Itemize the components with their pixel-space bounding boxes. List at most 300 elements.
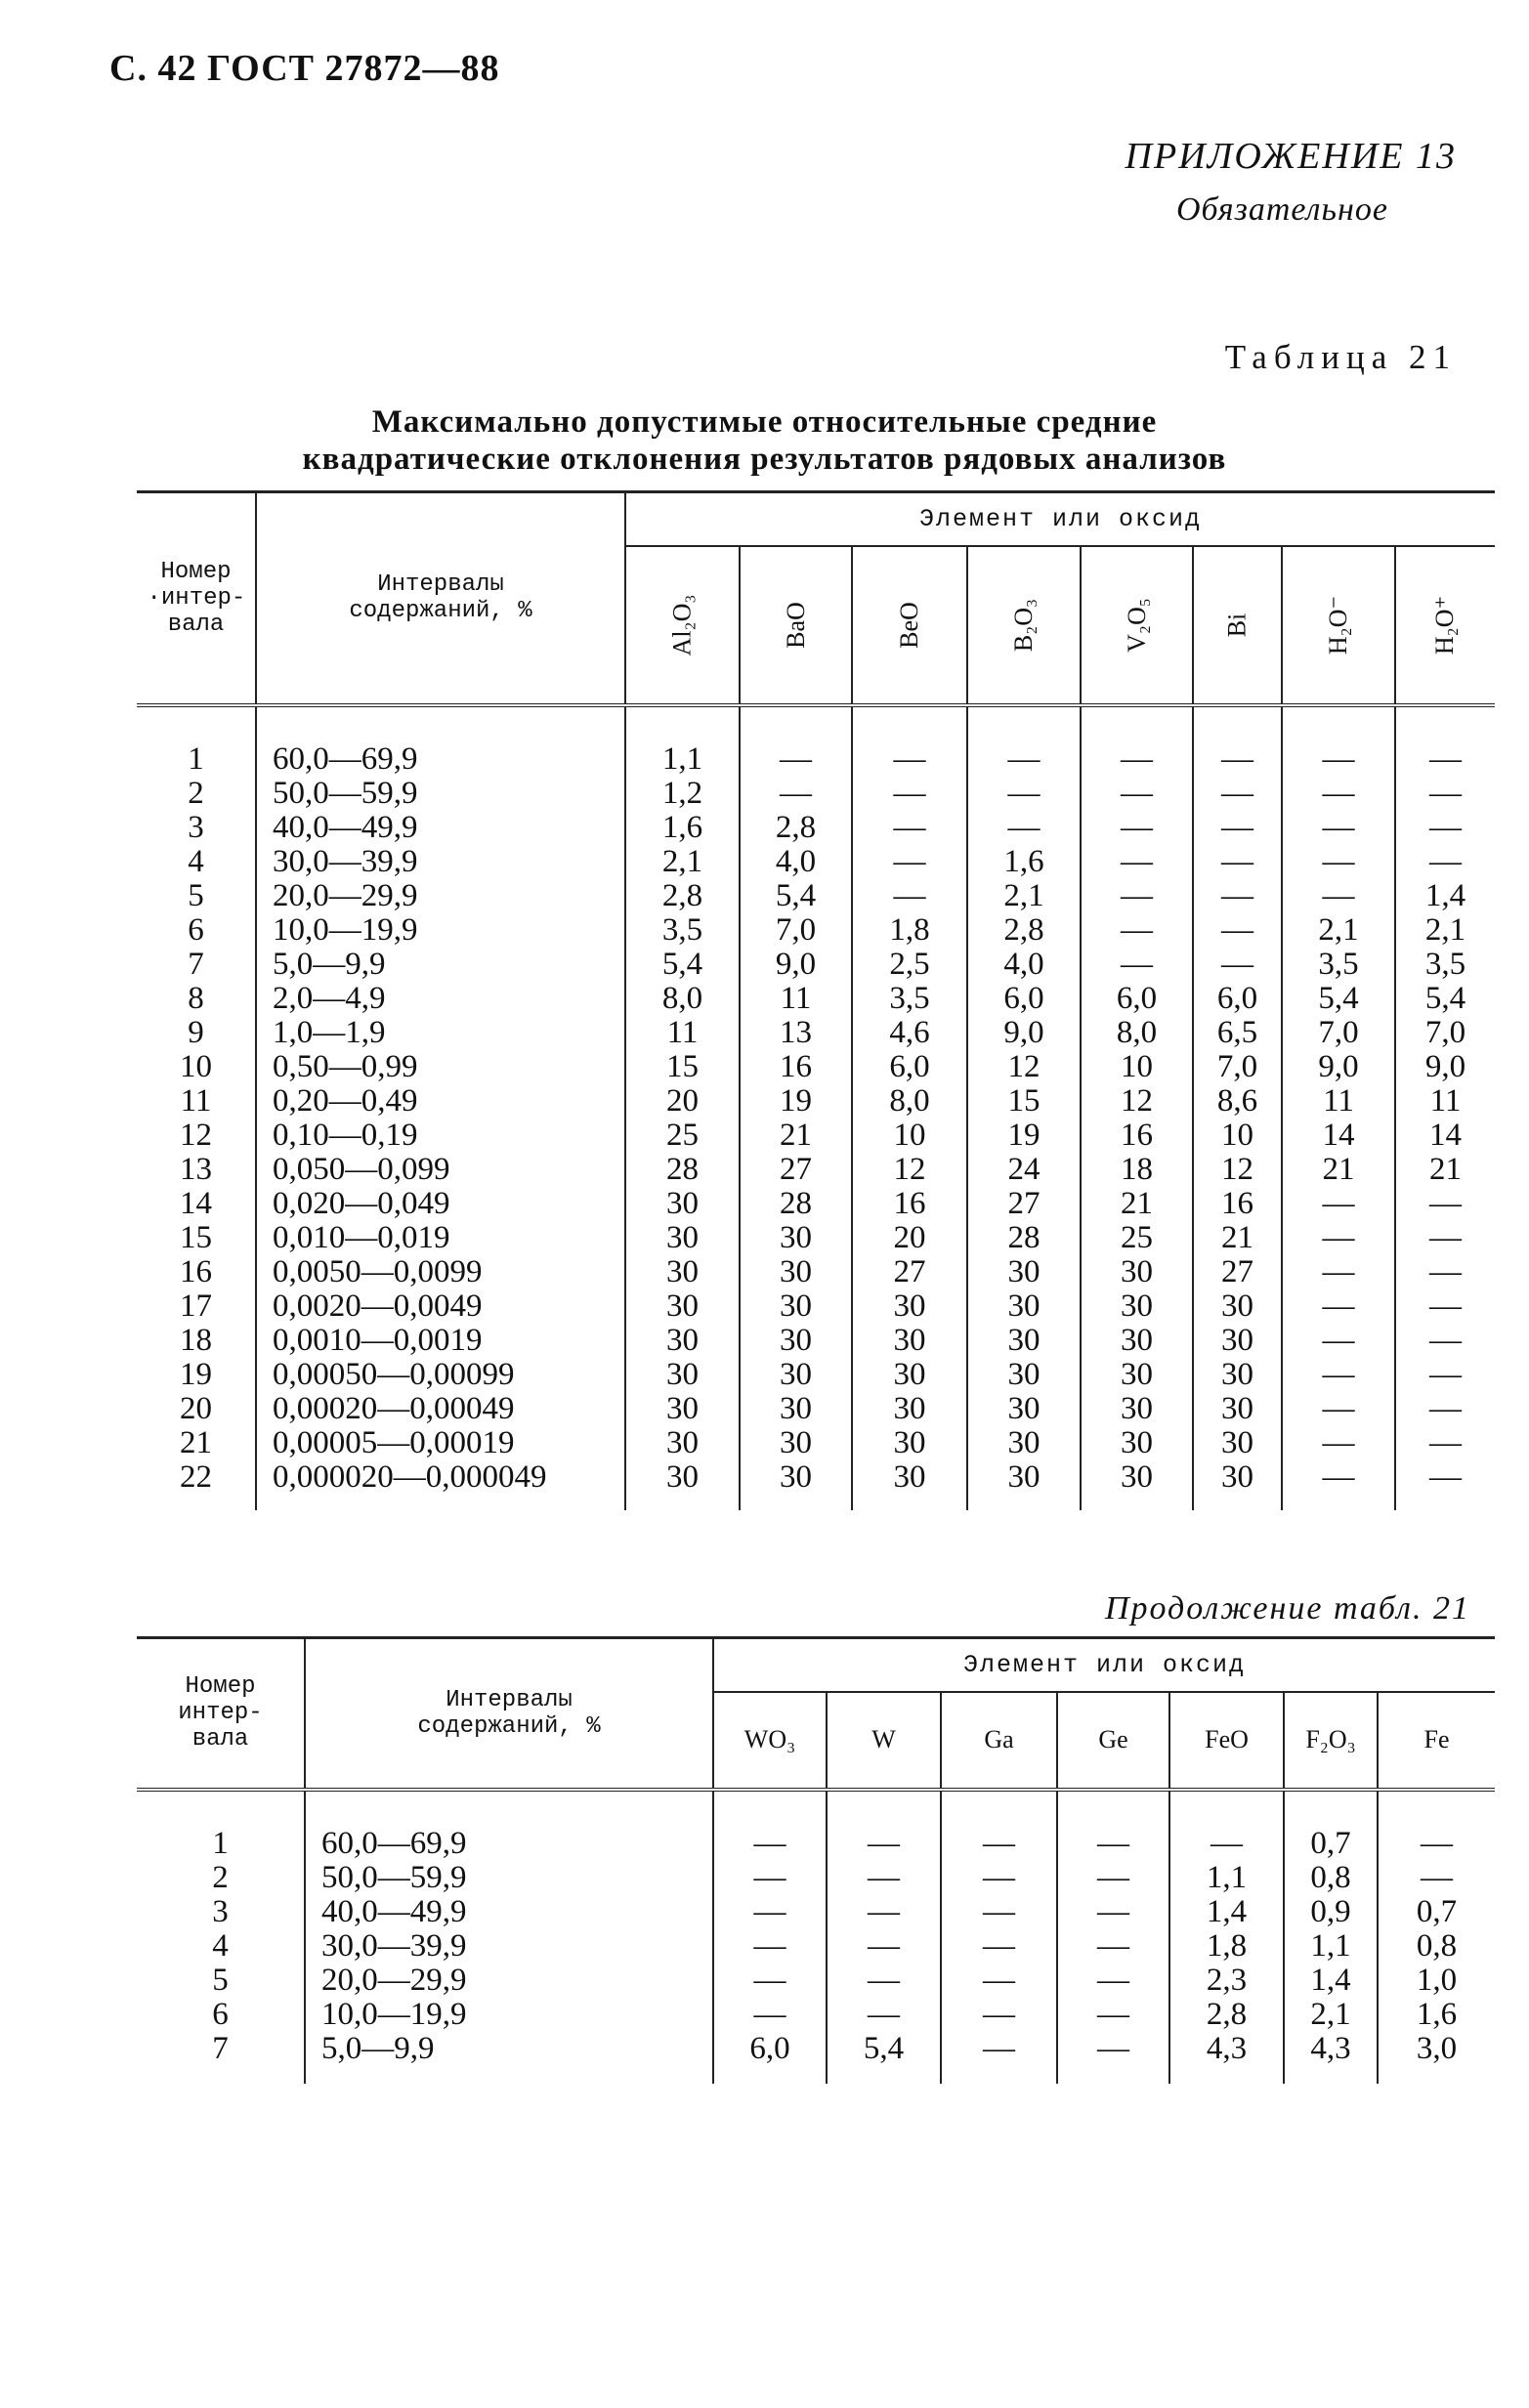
cell-value: 7,0 (1282, 1016, 1395, 1050)
cell-value: 30 (1081, 1358, 1193, 1392)
row-interval: 40,0—49,9 (256, 811, 625, 845)
table-row (137, 1998, 1495, 2032)
header-interval: Интервалы содержаний, % (256, 492, 625, 705)
row-number: 3 (212, 1893, 229, 1929)
cell-value: — (1057, 1861, 1169, 1895)
cell-value: 9,0 (967, 1016, 1081, 1050)
cell-value: 30 (625, 1324, 740, 1358)
cell-value: — (1193, 705, 1282, 777)
cell-value: 30 (1081, 1324, 1193, 1358)
cell-value: 3,0 (1378, 2032, 1495, 2066)
cell-value: 30 (625, 1392, 740, 1426)
cell-value: 30 (625, 1358, 740, 1392)
cell-value: 16 (1081, 1119, 1193, 1153)
cell-value: 20 (852, 1221, 967, 1255)
cell-value: 30 (1081, 1255, 1193, 1289)
cell-value: 27 (852, 1255, 967, 1289)
table-21 (137, 490, 1495, 1510)
cell-value: — (827, 1929, 941, 1964)
cell-value: 30 (852, 1324, 967, 1358)
cell-value: 1,8 (852, 913, 967, 948)
cell-value: — (941, 1861, 1057, 1895)
cell-value: — (1282, 1289, 1395, 1324)
cell-value: — (1057, 1964, 1169, 1998)
cell-value: 18 (1081, 1153, 1193, 1187)
cell-value: 19 (740, 1084, 852, 1119)
cell-value: 0,8 (1378, 1929, 1495, 1964)
appendix-title: ПРИЛОЖЕНИЕ 13 (1125, 136, 1457, 177)
cell-value: 4,6 (852, 1016, 967, 1050)
row-interval: 0,0050—0,0099 (256, 1255, 625, 1289)
cell-value: 1,6 (625, 811, 740, 845)
cell-value: 30 (740, 1358, 852, 1392)
cell-value: — (1395, 1289, 1495, 1324)
row-interval: 0,00005—0,00019 (256, 1426, 625, 1460)
cell-value: — (740, 705, 852, 777)
header2-element-group: Элемент или оксид (713, 1638, 1495, 1692)
cell-value: 2,1 (1282, 913, 1395, 948)
cell-value: 30 (625, 1426, 740, 1460)
cell-value: 30 (1081, 1289, 1193, 1324)
row-number: 15 (180, 1219, 212, 1255)
cell-value: 9,0 (740, 948, 852, 982)
cell-value: 2,8 (967, 913, 1081, 948)
row-number: 10 (180, 1048, 212, 1084)
cell-value: 2,1 (1395, 913, 1495, 948)
cell-value: — (941, 1964, 1057, 1998)
row-interval: 5,0—9,9 (256, 948, 625, 982)
column-header: Ga (941, 1692, 1057, 1790)
cell-value: — (713, 1929, 827, 1964)
row-number: 2 (212, 1859, 229, 1895)
cell-value: 2,5 (852, 948, 967, 982)
cell-value: 30 (967, 1460, 1081, 1495)
cell-value: 30 (1081, 1392, 1193, 1426)
table-row (137, 845, 1495, 879)
cell-value: — (967, 811, 1081, 845)
table-row (137, 1460, 1495, 1495)
cell-value: 6,5 (1193, 1016, 1282, 1050)
row-interval: 0,050—0,099 (256, 1153, 625, 1187)
cell-value: 30 (1193, 1426, 1282, 1460)
cell-value: 8,6 (1193, 1084, 1282, 1119)
cell-value: 8,0 (1081, 1016, 1193, 1050)
column-header: H₂O⁻ (1282, 546, 1395, 705)
cell-value: — (1057, 1790, 1169, 1861)
header2-number: Номер интер- вала (137, 1638, 305, 1790)
cell-value: 0,7 (1378, 1895, 1495, 1929)
table-row (137, 879, 1495, 913)
cell-value: 30 (740, 1255, 852, 1289)
cell-value: — (1378, 1861, 1495, 1895)
row-interval: 50,0—59,9 (256, 777, 625, 811)
cell-value: 2,1 (1284, 1998, 1378, 2032)
cell-value: 30 (740, 1392, 852, 1426)
cell-value: 11 (1395, 1084, 1495, 1119)
cell-value: 30 (967, 1358, 1081, 1392)
table-21-continuation (137, 1636, 1495, 2084)
cell-value: 21 (1282, 1153, 1395, 1187)
cell-value: 1,6 (967, 845, 1081, 879)
cell-value: 30 (740, 1289, 852, 1324)
cell-value: 6,0 (1081, 982, 1193, 1016)
cell-value: 4,3 (1169, 2032, 1284, 2066)
cell-value: 2,8 (1169, 1998, 1284, 2032)
table-row (137, 982, 1495, 1016)
cell-value: 1,0 (1378, 1964, 1495, 1998)
table-row (137, 1119, 1495, 1153)
cell-value: — (1193, 879, 1282, 913)
cell-value: — (1395, 1426, 1495, 1460)
cell-value: — (713, 1861, 827, 1895)
cell-value: 15 (625, 1050, 740, 1084)
cell-value: 30 (625, 1289, 740, 1324)
cell-value: 30 (1081, 1426, 1193, 1460)
cell-value: — (1395, 705, 1495, 777)
column-header: W (827, 1692, 941, 1790)
row-number: 3 (188, 809, 204, 845)
cell-value: 10 (1081, 1050, 1193, 1084)
row-number: 6 (212, 1996, 229, 2032)
row-interval: 0,0020—0,0049 (256, 1289, 625, 1324)
cell-value: 25 (1081, 1221, 1193, 1255)
cell-value: 21 (1081, 1187, 1193, 1221)
cell-value: — (827, 1790, 941, 1861)
cell-value: 11 (1282, 1084, 1395, 1119)
row-interval: 0,010—0,019 (256, 1221, 625, 1255)
cell-value: — (1057, 1895, 1169, 1929)
cell-value: 5,4 (1395, 982, 1495, 1016)
column-header: Al₂O₃ (625, 546, 740, 705)
table-row (137, 1187, 1495, 1221)
cell-value: — (1282, 1221, 1395, 1255)
cell-value: 2,8 (625, 879, 740, 913)
row-number: 7 (188, 946, 204, 982)
cell-value: 1,6 (1378, 1998, 1495, 2032)
cell-value: 6,0 (1193, 982, 1282, 1016)
cell-value: — (1282, 1426, 1395, 1460)
cell-value: 30 (740, 1324, 852, 1358)
row-number: 4 (212, 1927, 229, 1964)
row-number: 14 (180, 1185, 212, 1221)
cell-value: — (1193, 845, 1282, 879)
cell-value: 2,1 (967, 879, 1081, 913)
table-row (137, 777, 1495, 811)
cell-value: — (1282, 1358, 1395, 1392)
table-row (137, 1358, 1495, 1392)
row-interval: 1,0—1,9 (256, 1016, 625, 1050)
cell-value: 27 (740, 1153, 852, 1187)
table-row (137, 1289, 1495, 1324)
cell-value: — (1282, 811, 1395, 845)
cell-value: — (852, 811, 967, 845)
cell-value: 11 (625, 1016, 740, 1050)
cell-value: — (1395, 1187, 1495, 1221)
table-row (137, 1861, 1495, 1895)
cell-value: — (1282, 705, 1395, 777)
row-number: 12 (180, 1117, 212, 1153)
cell-value: — (1282, 1392, 1395, 1426)
cell-value: 0,9 (1284, 1895, 1378, 1929)
row-number: 7 (212, 2030, 229, 2066)
row-interval: 0,00020—0,00049 (256, 1392, 625, 1426)
column-header: F₂O₃ (1284, 1692, 1378, 1790)
cell-value: — (941, 1790, 1057, 1861)
cell-value: 11 (740, 982, 852, 1016)
column-header: BaO (740, 546, 852, 705)
cell-value: — (1193, 913, 1282, 948)
row-number: 18 (180, 1322, 212, 1358)
table-row (137, 1153, 1495, 1187)
cell-value: 28 (967, 1221, 1081, 1255)
cell-value: 6,0 (713, 2032, 827, 2066)
cell-value: 30 (625, 1255, 740, 1289)
column-header: Fe (1378, 1692, 1495, 1790)
cell-value: — (1395, 1392, 1495, 1426)
cell-value: 10 (1193, 1119, 1282, 1153)
row-number: 19 (180, 1356, 212, 1392)
cell-value: — (1395, 845, 1495, 879)
cell-value: 30 (625, 1187, 740, 1221)
cell-value: — (827, 1895, 941, 1929)
table-label: Таблица 21 (1224, 338, 1457, 376)
cell-value: — (1282, 845, 1395, 879)
table-row (137, 1426, 1495, 1460)
cell-value: — (1081, 845, 1193, 879)
cell-value: — (713, 1895, 827, 1929)
cell-value: — (1395, 1358, 1495, 1392)
cell-value: 7,0 (740, 913, 852, 948)
cell-value: 15 (967, 1084, 1081, 1119)
row-interval: 20,0—29,9 (256, 879, 625, 913)
row-number: 21 (180, 1424, 212, 1460)
cell-value: — (967, 705, 1081, 777)
cell-value: 4,0 (967, 948, 1081, 982)
row-number: 1 (137, 705, 256, 777)
row-interval: 30,0—39,9 (305, 1929, 713, 1964)
column-header: WO₃ (713, 1692, 827, 1790)
cell-value: 14 (1395, 1119, 1495, 1153)
cell-value: 3,5 (1395, 948, 1495, 982)
column-header: Bi (1193, 546, 1282, 705)
column-header: V₂O₅ (1081, 546, 1193, 705)
cell-value: — (827, 1861, 941, 1895)
row-interval: 2,0—4,9 (256, 982, 625, 1016)
cell-value: 0,8 (1284, 1861, 1378, 1895)
row-number: 6 (188, 911, 204, 948)
cell-value: 30 (1193, 1324, 1282, 1358)
cell-value: — (1057, 1998, 1169, 2032)
table-row (137, 1324, 1495, 1358)
cell-value: 1,4 (1395, 879, 1495, 913)
row-number: 22 (180, 1458, 212, 1495)
cell-value: — (740, 777, 852, 811)
cell-value: 4,3 (1284, 2032, 1378, 2066)
table-title-line2: квадратические отклонения результатов рядовых анализов (302, 442, 1227, 477)
cell-value: — (1193, 948, 1282, 982)
row-interval: 50,0—59,9 (305, 1861, 713, 1895)
cell-value: — (1193, 777, 1282, 811)
column-header: B₂O₃ (967, 546, 1081, 705)
cell-value: 30 (740, 1460, 852, 1495)
cell-value: — (941, 2032, 1057, 2066)
column-header: H₂O⁺ (1395, 546, 1495, 705)
table-row (137, 705, 1495, 777)
cell-value: — (852, 845, 967, 879)
row-interval: 60,0—69,9 (305, 1790, 713, 1861)
cell-value: — (1057, 1929, 1169, 1964)
cell-value: — (1081, 777, 1193, 811)
table-row (137, 1392, 1495, 1426)
cell-value: — (1395, 1221, 1495, 1255)
cell-value: — (1282, 1460, 1395, 1495)
column-header: Ge (1057, 1692, 1169, 1790)
cell-value: — (1282, 1187, 1395, 1221)
cell-value: 12 (1193, 1153, 1282, 1187)
cell-value: 1,2 (625, 777, 740, 811)
cell-value: 30 (740, 1426, 852, 1460)
row-interval: 20,0—29,9 (305, 1964, 713, 1998)
row-number: 1 (137, 1790, 305, 1861)
cell-value: — (852, 777, 967, 811)
cell-value: 4,0 (740, 845, 852, 879)
cell-value: — (941, 1929, 1057, 1964)
table-row (137, 1790, 1495, 1861)
cell-value: 2,8 (740, 811, 852, 845)
cell-value: 30 (967, 1255, 1081, 1289)
cell-value: 10 (852, 1119, 967, 1153)
cell-value: — (1081, 913, 1193, 948)
appendix-status: Обязательное (1176, 191, 1388, 228)
cell-value: 6,0 (852, 1050, 967, 1084)
cell-value: 6,0 (967, 982, 1081, 1016)
cell-value: — (827, 1998, 941, 2032)
row-number: 11 (180, 1082, 212, 1119)
row-number: 2 (188, 775, 204, 811)
cell-value: 16 (740, 1050, 852, 1084)
cell-value: 30 (625, 1221, 740, 1255)
cell-value: 30 (852, 1392, 967, 1426)
cell-value: 30 (1193, 1392, 1282, 1426)
row-number: 17 (180, 1288, 212, 1324)
cell-value: 1,1 (1169, 1861, 1284, 1895)
row-interval: 0,20—0,49 (256, 1084, 625, 1119)
cell-value: 14 (1282, 1119, 1395, 1153)
cell-value: 1,4 (1169, 1895, 1284, 1929)
cell-value: — (852, 705, 967, 777)
cell-value: 5,4 (740, 879, 852, 913)
cell-value: — (1193, 811, 1282, 845)
cell-value: 13 (740, 1016, 852, 1050)
table-row (137, 811, 1495, 845)
cell-value: — (1395, 811, 1495, 845)
row-interval: 0,00050—0,00099 (256, 1358, 625, 1392)
cell-value: 30 (967, 1324, 1081, 1358)
row-number: 9 (188, 1014, 204, 1050)
cell-value: 30 (1193, 1289, 1282, 1324)
cell-value: 12 (967, 1050, 1081, 1084)
cell-value: 30 (1193, 1358, 1282, 1392)
cell-value: 9,0 (1282, 1050, 1395, 1084)
cell-value: 30 (1193, 1460, 1282, 1495)
cell-value: — (1282, 1324, 1395, 1358)
cell-value: 30 (852, 1289, 967, 1324)
cell-value: 7,0 (1395, 1016, 1495, 1050)
cell-value: 25 (625, 1119, 740, 1153)
cell-value: 1,1 (625, 705, 740, 777)
row-interval: 40,0—49,9 (305, 1895, 713, 1929)
page-header: С. 42 ГОСТ 27872—88 (109, 48, 500, 89)
row-interval: 5,0—9,9 (305, 2032, 713, 2066)
row-interval: 10,0—19,9 (305, 1998, 713, 2032)
cell-value: 30 (625, 1460, 740, 1495)
cell-value: — (1395, 777, 1495, 811)
cell-value: — (1378, 1790, 1495, 1861)
column-header: FeO (1169, 1692, 1284, 1790)
cell-value: 28 (625, 1153, 740, 1187)
continuation-label: Продолжение табл. 21 (1104, 1590, 1470, 1626)
cell-value: — (1282, 777, 1395, 811)
cell-value: 30 (740, 1221, 852, 1255)
cell-value: 30 (967, 1426, 1081, 1460)
cell-value: — (713, 1998, 827, 2032)
cell-value: 3,5 (625, 913, 740, 948)
cell-value: 19 (967, 1119, 1081, 1153)
row-interval: 0,0010—0,0019 (256, 1324, 625, 1358)
cell-value: — (1081, 705, 1193, 777)
cell-value: — (1169, 1790, 1284, 1861)
cell-value: — (941, 1895, 1057, 1929)
row-interval: 0,020—0,049 (256, 1187, 625, 1221)
cell-value: — (1057, 2032, 1169, 2066)
cell-value: 12 (852, 1153, 967, 1187)
table-row (137, 1050, 1495, 1084)
cell-value: 5,4 (827, 2032, 941, 2066)
row-interval: 60,0—69,9 (256, 705, 625, 777)
cell-value: 8,0 (625, 982, 740, 1016)
cell-value: 27 (1193, 1255, 1282, 1289)
cell-value: — (1395, 1324, 1495, 1358)
table-title-line1: Максимально допустимые относительные средние (371, 404, 1158, 440)
header-number: Номер ·интер- вала (137, 492, 256, 705)
cell-value: — (941, 1998, 1057, 2032)
row-number: 4 (188, 843, 204, 879)
table-row (137, 1016, 1495, 1050)
table-row (137, 1895, 1495, 1929)
cell-value: 27 (967, 1187, 1081, 1221)
table-row (137, 948, 1495, 982)
cell-value: 20 (625, 1084, 740, 1119)
cell-value: 0,7 (1284, 1790, 1378, 1861)
cell-value: 30 (852, 1426, 967, 1460)
table-row (137, 1221, 1495, 1255)
row-number: 13 (180, 1151, 212, 1187)
cell-value: — (1081, 811, 1193, 845)
table-row (137, 913, 1495, 948)
cell-value: 5,4 (1282, 982, 1395, 1016)
cell-value: 3,5 (852, 982, 967, 1016)
row-number: 16 (180, 1253, 212, 1289)
cell-value: — (1395, 1460, 1495, 1495)
cell-value: 30 (852, 1460, 967, 1495)
cell-value: 12 (1081, 1084, 1193, 1119)
row-number: 20 (180, 1390, 212, 1426)
table-row (137, 2032, 1495, 2066)
cell-value: — (1395, 1255, 1495, 1289)
row-interval: 0,50—0,99 (256, 1050, 625, 1084)
row-number: 8 (188, 980, 204, 1016)
row-number: 5 (212, 1962, 229, 1998)
